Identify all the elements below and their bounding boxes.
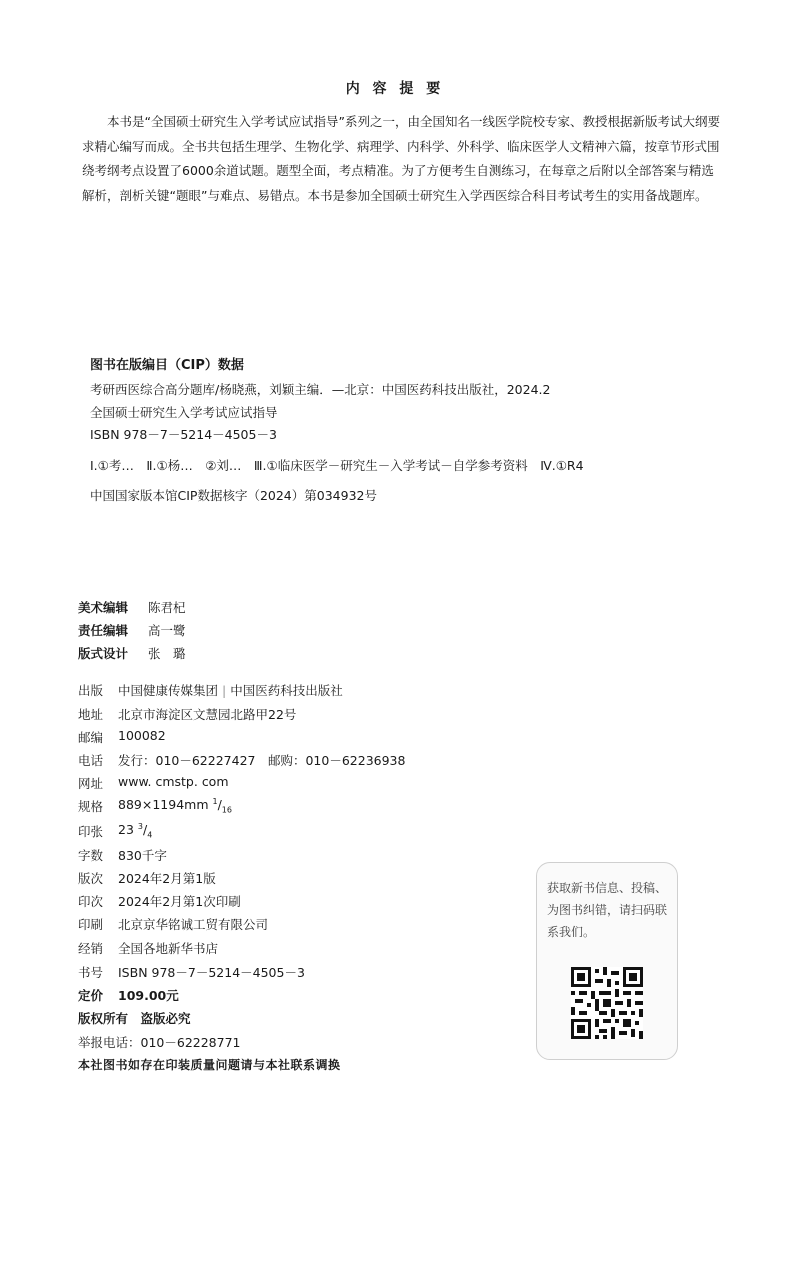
publisher-name: 中国医药科技出版社: [230, 683, 343, 698]
sheets-denominator: 4: [147, 830, 153, 840]
phone-label: 电话: [78, 753, 104, 768]
summary-paragraph: 本书是“全国硕士研究生入学考试应试指导”系列之一，由全国知名一线医学院校专家、教授根据新版考试大纲要求精心编写而成。全书共包括生理学、生物化学、病理学、内科学、外科学、临床医学人文精神六篇，按章节形式围绕考纲考点设置了6000余道试题。题型全面，考点精准。为了方便考生自测练习，在每章之后附以全部答案与精选解析，剖析关键“题眼”与难点、易错点。本书是参加全国硕士研究生入学西医综合科目考试考生的实用备战题库。: [82, 114, 720, 203]
edition-value: 2024年2月第1版: [118, 871, 216, 886]
printer-label: 印刷: [78, 917, 104, 932]
credit-label-layout-design: 版式设计: [78, 646, 129, 661]
bookno-value: ISBN 978－7－5214－4505－3: [118, 965, 305, 980]
address-label: 地址: [78, 707, 104, 722]
price-value: 109.00元: [118, 988, 179, 1003]
report-label: 举报电话：: [78, 1035, 141, 1050]
qr-caption: 获取新书信息、投稿、为图书纠错，请扫码联系我们。: [547, 881, 668, 939]
cip-line-4: Ⅰ.①考… Ⅱ.①杨… ②刘… Ⅲ.①临床医学－研究生－入学考试－自学参考资料 Ⅳ.①R4: [90, 458, 584, 473]
address-value: 北京市海淀区文慧园北路甲22号: [118, 707, 297, 722]
printing-label: 印次: [78, 894, 104, 909]
report-line: [78, 1033, 241, 1051]
printer-value: 北京京华铭诚工贸有限公司: [118, 917, 269, 932]
publisher-value: [118, 681, 343, 699]
sheets-main: 23: [118, 822, 134, 838]
format-denominator: 16: [221, 805, 232, 815]
cip-line-5: 中国国家版本馆CIP数据核字（2024）第034932号: [90, 488, 377, 503]
cip-heading: 图书在版编目（CIP）数据: [90, 358, 244, 373]
quality-notice: 本社图书如存在印装质量问题请与本社联系调换: [78, 1058, 341, 1072]
printing-value: 2024年2月第1次印刷: [118, 894, 241, 909]
cip-line-3: ISBN 978－7－5214－4505－3: [90, 427, 277, 442]
format-value: 889×1194mm $^1/_{16}$: [118, 797, 232, 815]
cip-line-1: 考研西医综合高分题库/杨晓燕，刘颖主编．—北京：中国医药科技出版社，2024.2: [90, 382, 551, 397]
format-label: 规格: [78, 799, 104, 814]
distributor-label: 经销: [78, 941, 104, 956]
report-phone: 010－62228771: [140, 1035, 241, 1050]
sheets-label: 印张: [78, 824, 104, 839]
publisher-label: 出版: [78, 683, 104, 698]
edition-label: 版次: [78, 871, 104, 886]
format-numerator: 1: [212, 797, 218, 806]
website-value: www. cmstp. com: [118, 774, 229, 789]
bookno-label: 书号: [78, 965, 104, 980]
qr-contact-box: [536, 862, 678, 1060]
distributor-value: 全国各地新华书店: [118, 941, 219, 956]
credit-value-responsible-editor: 高一鹭: [148, 623, 186, 638]
words-label: 字数: [78, 848, 104, 863]
postcode-label: 邮编: [78, 730, 104, 745]
summary-title: 内 容 提 要: [345, 81, 445, 97]
rights-notice: 版权所有 盗版必究: [78, 1011, 191, 1026]
words-value: 830千字: [118, 848, 167, 863]
postcode-value: 100082: [118, 728, 166, 743]
price-label: 定价: [78, 988, 104, 1003]
format-main: 889×1194mm: [118, 797, 209, 813]
phone-value: 发行：010－62227427 邮购：010－62236938: [118, 753, 406, 768]
publisher-group: 中国健康传媒集团: [118, 683, 219, 698]
website-label: 网址: [78, 776, 104, 791]
credit-label-art-editor: 美术编辑: [78, 600, 129, 615]
cip-line-2: 全国硕士研究生入学考试应试指导: [90, 405, 278, 420]
qr-code-icon[interactable]: [571, 967, 643, 1039]
credit-value-layout-design: 张 璐: [148, 646, 186, 661]
credit-value-art-editor: 陈君杞: [148, 600, 186, 615]
sheets-value: 23 $^3/_4$: [118, 822, 153, 840]
sheets-numerator: 3: [137, 822, 143, 831]
publisher-separator: |: [222, 683, 227, 698]
credit-label-responsible-editor: 责任编辑: [78, 623, 129, 638]
